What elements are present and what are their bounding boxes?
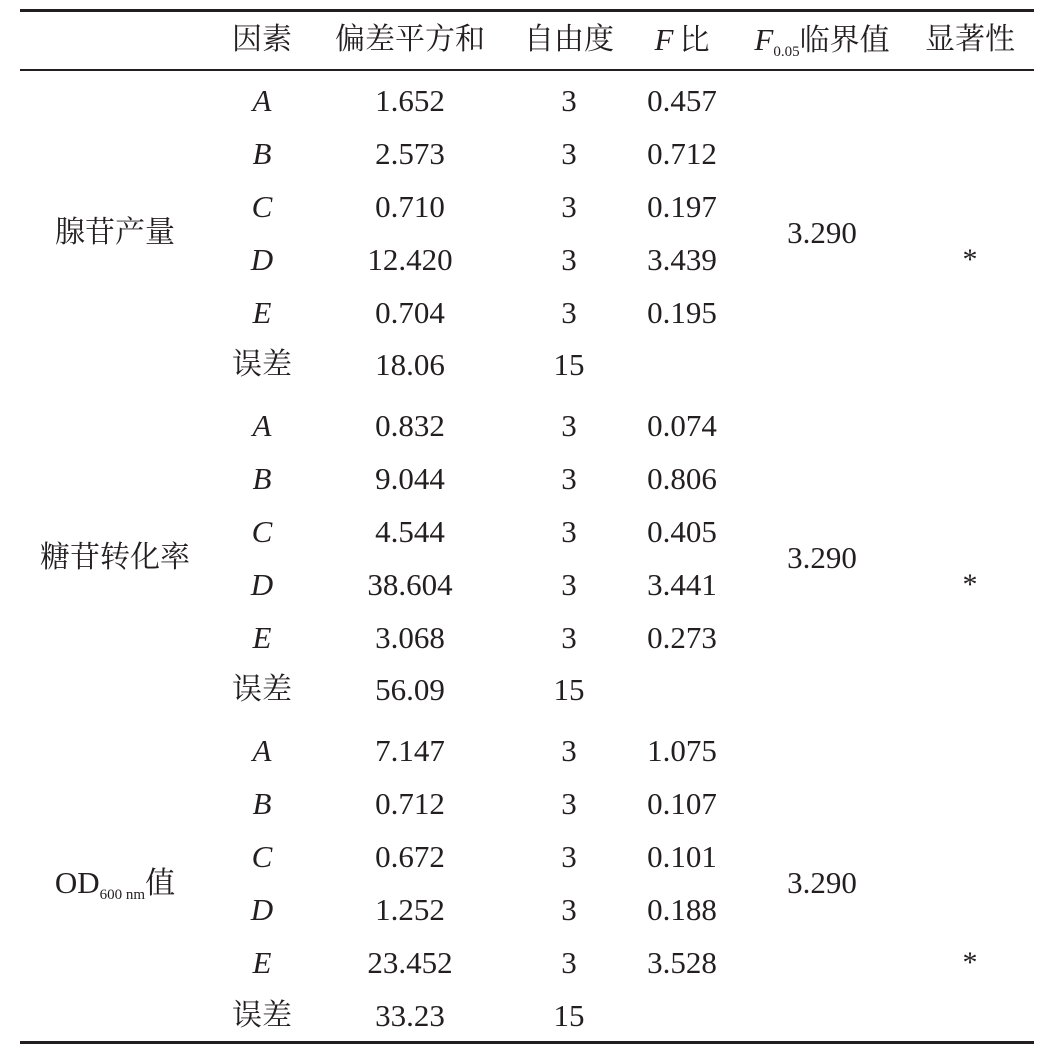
f-ratio-cell: 0.107	[647, 786, 717, 821]
column-header	[335, 15, 485, 65]
sum-of-squares-cell: 12.420	[367, 242, 453, 277]
f-ratio-cell: 3.439	[647, 242, 717, 277]
factor-cell: E	[252, 620, 272, 655]
header-symbol: F	[754, 22, 774, 57]
degrees-of-freedom-cell: 3	[561, 136, 577, 171]
factor-cell: C	[251, 514, 273, 549]
f-ratio-cell: 0.101	[647, 839, 717, 874]
factor-cell: A	[252, 408, 272, 443]
group-label	[55, 858, 175, 908]
column-header	[655, 15, 710, 65]
factor-cell: E	[252, 295, 272, 330]
group-label	[40, 533, 190, 583]
degrees-of-freedom-cell: 3	[561, 733, 577, 768]
header-label: 因素	[232, 22, 292, 57]
factor-cell: 误差	[232, 347, 292, 382]
sum-of-squares-cell: 0.672	[375, 839, 445, 874]
table-bottom-rule	[20, 1041, 1034, 1044]
significance-mark: *	[962, 243, 978, 276]
header-label: 比	[679, 23, 710, 58]
degrees-of-freedom-cell: 3	[561, 892, 577, 927]
factor-cell: C	[251, 189, 273, 224]
sum-of-squares-cell: 0.712	[375, 786, 445, 821]
degrees-of-freedom-cell: 3	[561, 83, 577, 118]
degrees-of-freedom-cell: 3	[561, 620, 577, 655]
degrees-of-freedom-cell: 3	[561, 295, 577, 330]
degrees-of-freedom-cell: 3	[561, 189, 577, 224]
group-name-suffix: 值	[145, 866, 176, 901]
sum-of-squares-cell: 3.068	[375, 620, 445, 655]
f-ratio-cell: 0.457	[647, 83, 717, 118]
header-label: 显著性	[925, 22, 1015, 57]
sum-of-squares-cell: 1.252	[375, 892, 445, 927]
sum-of-squares-cell: 56.09	[375, 672, 445, 707]
column-header	[232, 15, 292, 65]
factor-cell: D	[250, 892, 274, 927]
degrees-of-freedom-cell: 15	[553, 998, 585, 1033]
f-ratio-cell: 3.528	[647, 945, 717, 980]
sum-of-squares-cell: 0.832	[375, 408, 445, 443]
degrees-of-freedom-cell: 15	[553, 672, 585, 707]
column-header	[754, 15, 889, 65]
f-ratio-cell: 0.806	[647, 461, 717, 496]
f-ratio-cell: 0.405	[647, 514, 717, 549]
degrees-of-freedom-cell: 15	[553, 347, 585, 382]
group-label	[55, 208, 175, 258]
degrees-of-freedom-cell: 3	[561, 242, 577, 277]
critical-value-cell: 3.290	[787, 865, 857, 900]
f-ratio-cell: 0.188	[647, 892, 717, 927]
degrees-of-freedom-cell: 3	[561, 567, 577, 602]
group-name: OD	[54, 865, 100, 900]
sum-of-squares-cell: 38.604	[367, 567, 453, 602]
sum-of-squares-cell: 18.06	[375, 347, 445, 382]
header-label: 临界值	[799, 23, 890, 58]
group-name-subscript: 600 nm	[99, 887, 146, 903]
critical-value-cell: 3.290	[787, 540, 857, 575]
f-ratio-cell: 0.195	[647, 295, 717, 330]
header-label: 自由度	[524, 22, 614, 57]
sum-of-squares-cell: 33.23	[375, 998, 445, 1033]
degrees-of-freedom-cell: 3	[561, 786, 577, 821]
table-header-rule	[20, 69, 1034, 71]
factor-cell: D	[250, 242, 274, 277]
table-top-rule	[20, 9, 1034, 12]
header-subscript: 0.05	[773, 44, 800, 60]
factor-cell: A	[252, 83, 272, 118]
factor-cell: C	[251, 839, 273, 874]
column-header	[925, 15, 1015, 65]
group-name: 糖苷转化率	[40, 540, 190, 575]
f-ratio-cell: 1.075	[647, 733, 717, 768]
column-header	[524, 15, 614, 65]
f-ratio-cell: 0.197	[647, 189, 717, 224]
factor-cell: B	[252, 461, 272, 496]
factor-cell: 误差	[232, 672, 292, 707]
degrees-of-freedom-cell: 3	[561, 945, 577, 980]
factor-cell: D	[250, 567, 274, 602]
group-name: 腺苷产量	[55, 215, 175, 250]
degrees-of-freedom-cell: 3	[561, 461, 577, 496]
degrees-of-freedom-cell: 3	[561, 839, 577, 874]
sum-of-squares-cell: 2.573	[375, 136, 445, 171]
f-ratio-cell: 0.074	[647, 408, 717, 443]
sum-of-squares-cell: 7.147	[375, 733, 445, 768]
sum-of-squares-cell: 1.652	[375, 83, 445, 118]
degrees-of-freedom-cell: 3	[561, 514, 577, 549]
sum-of-squares-cell: 9.044	[375, 461, 445, 496]
sum-of-squares-cell: 0.704	[375, 295, 445, 330]
f-ratio-cell: 0.273	[647, 620, 717, 655]
f-ratio-cell: 3.441	[647, 567, 717, 602]
header-label: 偏差平方和	[335, 22, 485, 57]
significance-mark: *	[962, 568, 978, 601]
degrees-of-freedom-cell: 3	[561, 408, 577, 443]
sum-of-squares-cell: 23.452	[367, 945, 453, 980]
factor-cell: 误差	[232, 998, 292, 1033]
f-ratio-cell: 0.712	[647, 136, 717, 171]
factor-cell: E	[252, 945, 272, 980]
significance-mark: *	[962, 946, 978, 979]
sum-of-squares-cell: 4.544	[375, 514, 445, 549]
factor-cell: B	[252, 136, 272, 171]
header-symbol: F	[654, 22, 674, 57]
factor-cell: B	[252, 786, 272, 821]
factor-cell: A	[252, 733, 272, 768]
sum-of-squares-cell: 0.710	[375, 189, 445, 224]
critical-value-cell: 3.290	[787, 215, 857, 250]
